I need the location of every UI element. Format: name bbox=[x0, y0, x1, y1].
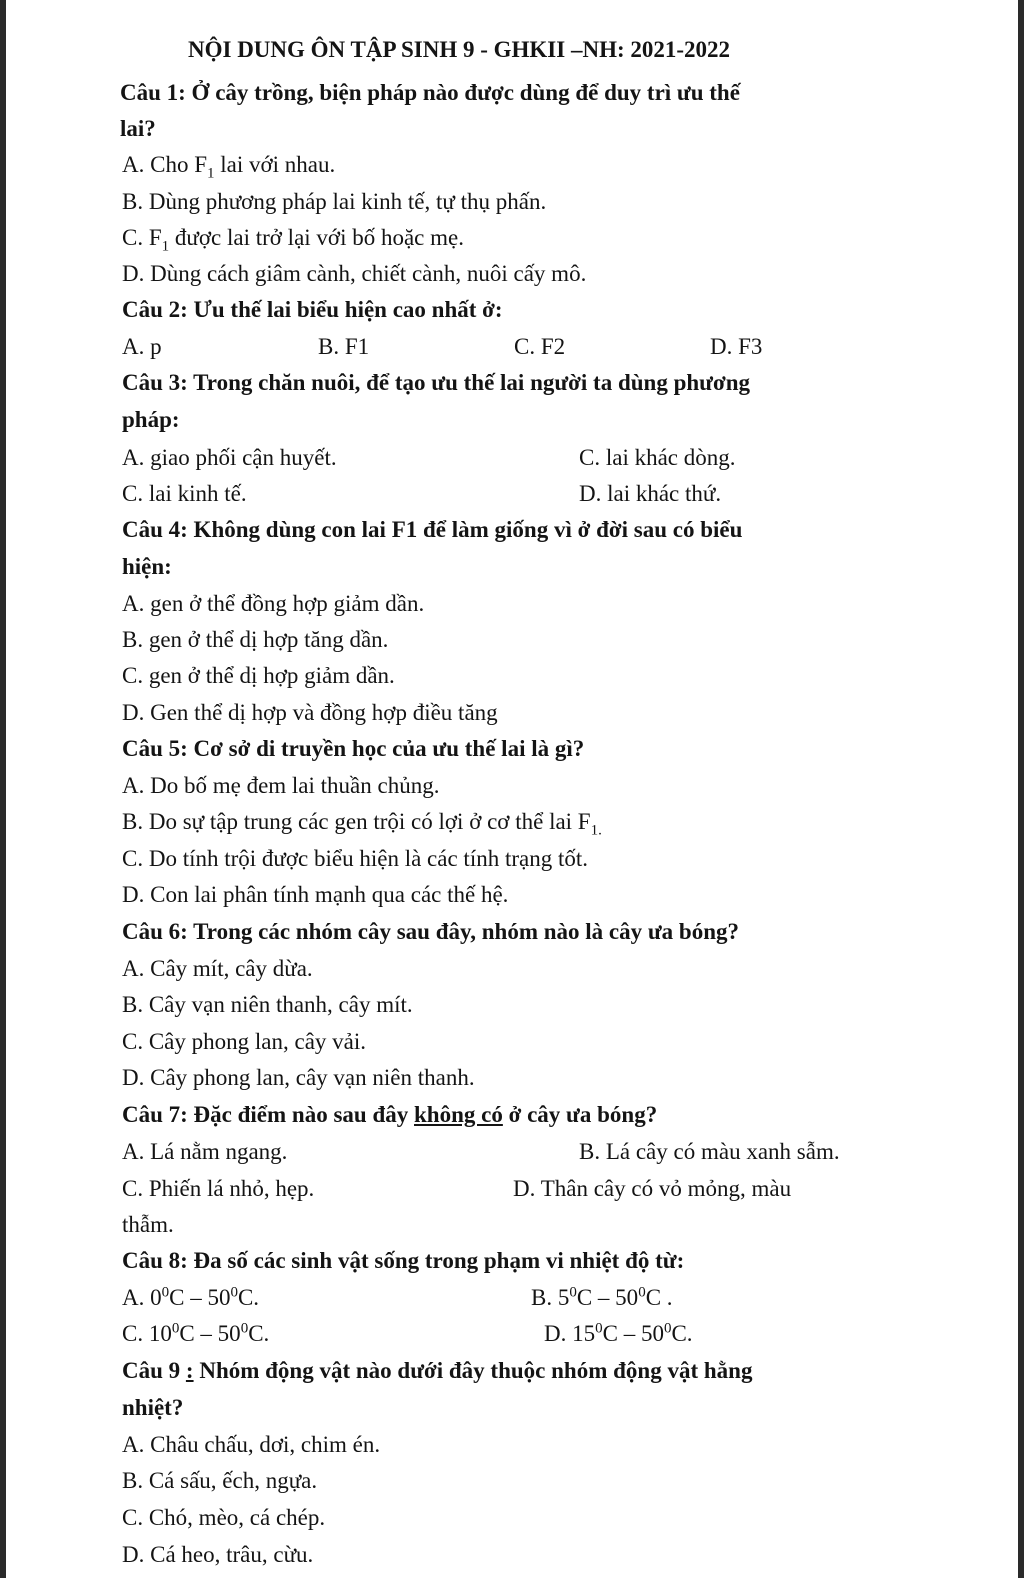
q9-option-d: D. Cá heo, trâu, cừu. bbox=[122, 1542, 314, 1567]
value: C. bbox=[671, 1321, 693, 1346]
q1-option-d: D. Dùng cách giâm cành, chiết cành, nuôi cấy mô. bbox=[122, 261, 587, 286]
q7-option-d-cont: thẫm. bbox=[122, 1212, 174, 1237]
document-title: NỘI DUNG ÔN TẬP SINH 9 - GHKII –NH: 2021-2022 bbox=[188, 37, 731, 62]
q4-option-a: A. gen ở thể đồng hợp giảm dần. bbox=[122, 591, 425, 616]
question-7 bbox=[122, 1101, 657, 1129]
value: C – 50 bbox=[602, 1321, 664, 1346]
value: 5 bbox=[557, 1285, 570, 1310]
superscript: 0 bbox=[638, 1284, 646, 1301]
value: C. bbox=[248, 1321, 270, 1346]
value: C – 50 bbox=[179, 1321, 241, 1346]
label: A. bbox=[122, 1285, 151, 1310]
q5-option-a: A. Do bố mẹ đem lai thuần chủng. bbox=[122, 773, 440, 798]
q6-option-b: B. Cây vạn niên thanh, cây mít. bbox=[122, 992, 413, 1017]
question-9-text: Nhóm động vật nào dưới đây thuộc nhóm động vật hằng bbox=[193, 1358, 753, 1383]
superscript: 0 bbox=[161, 1284, 170, 1301]
q3-option-b: C. lai kinh tế. bbox=[122, 481, 247, 506]
question-6: Câu 6: Trong các nhóm cây sau đây, nhóm nào là cây ưa bóng? bbox=[122, 919, 740, 944]
q5-option-b-text: B. Do sự tập trung các gen trội có lợi ở cơ thể lai F bbox=[122, 809, 591, 834]
q7-option-c: C. Phiến lá nhỏ, hẹp. bbox=[122, 1176, 315, 1201]
question-3: Câu 3: Trong chăn nuôi, để tạo ưu thế lai người ta dùng phương bbox=[122, 370, 750, 395]
q1-option-c bbox=[122, 224, 464, 255]
superscript: 0 bbox=[240, 1320, 249, 1337]
q5-option-d: D. Con lai phân tính mạnh qua các thế hệ. bbox=[122, 882, 509, 907]
q8-option-b bbox=[531, 1284, 673, 1312]
q9-option-c: C. Chó, mèo, cá chép. bbox=[122, 1505, 326, 1530]
label: C. bbox=[122, 1321, 149, 1346]
value: C. bbox=[237, 1285, 260, 1310]
question-7-text: Câu 7: Đặc điểm nào sau đây bbox=[122, 1102, 415, 1127]
question-9 bbox=[122, 1357, 752, 1385]
q6-option-d: D. Cây phong lan, cây vạn niên thanh. bbox=[122, 1065, 475, 1090]
q9-option-b: B. Cá sấu, ếch, ngựa. bbox=[122, 1468, 318, 1493]
value: 15 bbox=[572, 1321, 596, 1346]
value: C – 50 bbox=[576, 1285, 639, 1310]
q6-option-a: A. Cây mít, cây dừa. bbox=[122, 956, 313, 981]
document-page bbox=[6, 0, 1018, 1578]
label: B. bbox=[531, 1285, 558, 1310]
subscript: 1. bbox=[590, 822, 602, 839]
underlined-emphasis: không có bbox=[414, 1102, 503, 1127]
q1-option-a-text: A. Cho F bbox=[122, 152, 207, 177]
underlined-colon: : bbox=[185, 1358, 194, 1383]
value: C . bbox=[645, 1285, 673, 1310]
q5-option-b bbox=[122, 808, 602, 839]
question-9-cont: nhiệt? bbox=[122, 1395, 184, 1420]
q1-option-a-text-2: lai với nhau. bbox=[214, 152, 336, 177]
superscript: 0 bbox=[595, 1320, 603, 1337]
q4-option-b: B. gen ở thể dị hợp tăng dần. bbox=[122, 627, 389, 652]
subscript: 1 bbox=[207, 165, 215, 182]
q8-option-c bbox=[122, 1320, 269, 1348]
value: C – 50 bbox=[169, 1285, 231, 1310]
label: D. bbox=[544, 1321, 573, 1346]
q1-option-c-text: C. F bbox=[122, 225, 162, 250]
q7-option-a: A. Lá nằm ngang. bbox=[122, 1139, 288, 1164]
q3-option-c: C. lai khác dòng. bbox=[579, 445, 736, 470]
value: 0 bbox=[150, 1285, 162, 1310]
q8-option-a bbox=[122, 1284, 259, 1312]
subscript: 1 bbox=[161, 238, 170, 255]
q7-option-d: D. Thân cây có vỏ mỏng, màu bbox=[513, 1176, 792, 1201]
question-3-cont: pháp: bbox=[122, 407, 180, 432]
q3-option-d: D. lai khác thứ. bbox=[579, 481, 722, 506]
question-8: Câu 8: Đa số các sinh vật sống trong phạm vi nhiệt độ từ: bbox=[122, 1248, 685, 1273]
q2-option-a: A. p bbox=[122, 334, 162, 359]
q1-option-b: B. Dùng phương pháp lai kinh tế, tự thụ phấn. bbox=[122, 189, 547, 214]
question-9-label: Câu 9 bbox=[122, 1358, 186, 1383]
question-2: Câu 2: Ưu thế lai biểu hiện cao nhất ở: bbox=[122, 297, 503, 322]
q6-option-c: C. Cây phong lan, cây vải. bbox=[122, 1029, 367, 1054]
question-4: Câu 4: Không dùng con lai F1 để làm giống vì ở đời sau có biểu bbox=[122, 517, 743, 542]
q3-option-a: A. giao phối cận huyết. bbox=[122, 445, 337, 470]
superscript: 0 bbox=[171, 1320, 180, 1337]
question-1: Câu 1: Ở cây trồng, biện pháp nào được dùng để duy trì ưu thế bbox=[120, 80, 740, 105]
q4-option-d: D. Gen thể dị hợp và đồng hợp điều tăng bbox=[122, 700, 498, 725]
value: 10 bbox=[148, 1321, 172, 1346]
question-4-cont: hiện: bbox=[122, 554, 172, 579]
q2-option-b: B. F1 bbox=[318, 334, 370, 359]
q1-option-c-text-2: được lai trở lại với bố hoặc mẹ. bbox=[169, 225, 464, 250]
q8-option-d bbox=[544, 1320, 693, 1348]
superscript: 0 bbox=[230, 1284, 238, 1301]
superscript: 0 bbox=[569, 1284, 577, 1301]
question-5: Câu 5: Cơ sở di truyền học của ưu thế lai là gì? bbox=[122, 736, 585, 761]
q2-option-c: C. F2 bbox=[514, 334, 566, 359]
q2-option-d: D. F3 bbox=[710, 334, 763, 359]
q9-option-a: A. Châu chấu, dơi, chim én. bbox=[122, 1432, 381, 1457]
question-7-text-2: ở cây ưa bóng? bbox=[502, 1102, 658, 1127]
q7-option-b: B. Lá cây có màu xanh sẫm. bbox=[579, 1139, 840, 1164]
question-1-cont: lai? bbox=[120, 116, 156, 141]
superscript: 0 bbox=[663, 1320, 672, 1337]
q5-option-c: C. Do tính trội được biểu hiện là các tính trạng tốt. bbox=[122, 846, 588, 871]
q4-option-c: C. gen ở thể dị hợp giảm dần. bbox=[122, 663, 395, 688]
q1-option-a bbox=[122, 151, 336, 182]
